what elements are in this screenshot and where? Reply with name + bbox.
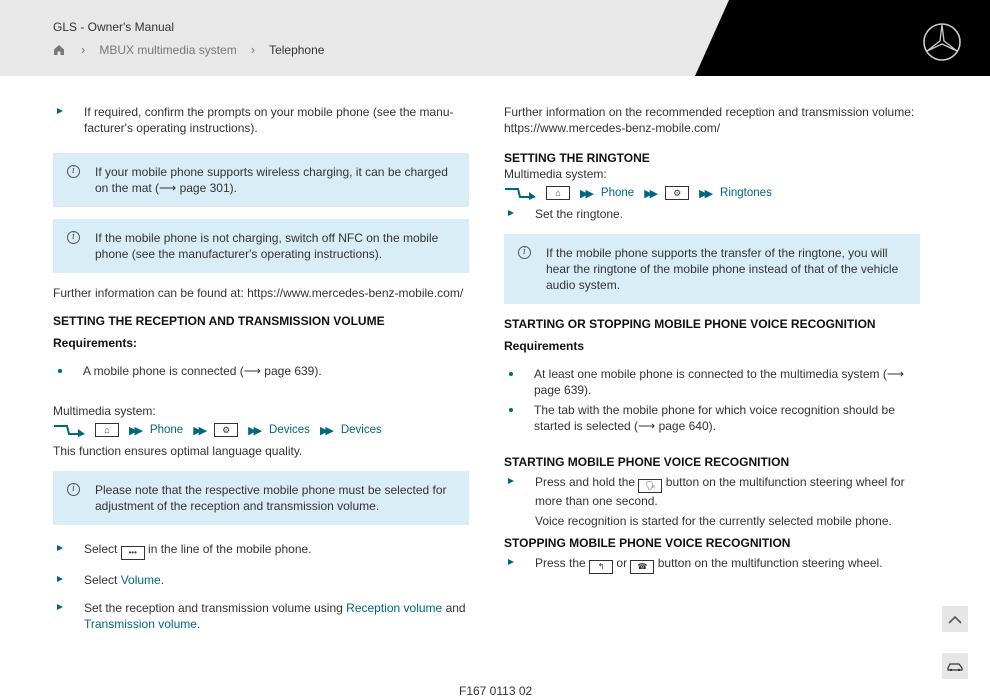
- double-chevron-icon: ▶▶: [644, 187, 656, 200]
- path-phone-link[interactable]: Phone: [149, 424, 184, 436]
- section-heading-ringtone: SETTING THE RINGTONE: [504, 151, 650, 165]
- double-chevron-icon: ▶▶: [699, 187, 711, 200]
- step-arrow-icon: [57, 545, 63, 551]
- path-start-arrow-icon: [53, 423, 87, 437]
- menu-path: [53, 421, 469, 439]
- home-button-icon[interactable]: ⌂: [95, 423, 119, 437]
- instruction-step: Press the ↰ or ☎ button on the multifunction steering wheel.: [504, 555, 920, 574]
- bullet-dot-icon: [509, 372, 513, 376]
- instruction-step: If required, confirm the prompts on your mobile phone (see the manu-facturer's operating instructions).: [53, 104, 469, 136]
- manual-title: GLS - Owner's Manual: [53, 20, 175, 34]
- path-phone-link[interactable]: Phone: [600, 187, 635, 199]
- step-arrow-icon: [508, 478, 514, 484]
- requirement-item: A mobile phone is connected (⟶ page 639).: [53, 363, 469, 379]
- mercedes-star-logo: [922, 22, 962, 62]
- double-chevron-icon: ▶▶: [193, 424, 205, 437]
- end-call-icon: ☎: [630, 560, 654, 574]
- info-note: i If the mobile phone is not charging, switch off NFC on the mobile phone (see the manufacturer's operating instructions).: [53, 219, 469, 273]
- path-start-arrow-icon: [504, 186, 538, 200]
- bullet-dot-icon: [58, 369, 62, 373]
- info-note: i If the mobile phone supports the transfer of the ringtone, you will hear the ringtone of the mobile phone instead of that of the vehicle audio system.: [504, 234, 920, 304]
- further-info-text: Further information on the recommended reception and transmission volume: https://www.mercedes-benz-mobile.com/: [504, 105, 915, 135]
- bullet-dot-icon: [509, 408, 513, 412]
- chevron-up-icon: [948, 615, 962, 624]
- transmission-volume-link[interactable]: Transmission volume: [84, 617, 197, 631]
- settings-gear-icon[interactable]: ⚙: [214, 423, 238, 437]
- multimedia-label: Multimedia system:: [53, 404, 156, 418]
- chevron-right-icon: ›: [81, 42, 86, 57]
- section-heading-stop: STOPPING MOBILE PHONE VOICE RECOGNITION: [504, 536, 791, 550]
- instruction-step: Select Volume.: [53, 572, 469, 588]
- instruction-step: Press and hold the 🗣 button on the multifunction steering wheel for more than one second.: [504, 474, 920, 509]
- right-column: [504, 104, 920, 586]
- step-arrow-icon: [508, 559, 514, 565]
- vehicle-icon: [947, 661, 963, 671]
- settings-gear-icon[interactable]: ⚙: [665, 186, 689, 200]
- double-chevron-icon: ▶▶: [580, 187, 591, 200]
- path-devices-link[interactable]: Devices: [269, 424, 310, 436]
- home-button-icon[interactable]: ⌂: [546, 186, 570, 200]
- requirements-label: Requirements: [504, 339, 585, 353]
- requirement-item: At least one mobile phone is connected to the multimedia system (⟶ page 639).: [504, 366, 920, 398]
- breadcrumb-item-mbux[interactable]: MBUX multimedia system: [99, 42, 237, 57]
- requirements-label: Requirements:: [53, 336, 138, 350]
- voice-button-icon: 🗣: [638, 479, 662, 493]
- home-icon[interactable]: [53, 44, 65, 56]
- double-chevron-icon: ▶▶: [129, 424, 140, 437]
- path-ringtones-link[interactable]: Ringtones: [720, 187, 772, 199]
- multimedia-label: Multimedia system:: [504, 167, 607, 181]
- section-heading-volume: SETTING THE RECEPTION AND TRANSMISSION VOLUME: [53, 314, 385, 328]
- function-description: This function ensures optimal language quality.: [53, 444, 303, 458]
- reception-volume-link[interactable]: Reception volume: [346, 601, 443, 615]
- info-note: i Please note that the respective mobile phone must be selected for adjustment of the reception and transmission volume.: [53, 471, 469, 525]
- step-arrow-icon: [57, 604, 63, 610]
- instruction-step: Set the reception and transmission volume using Reception volume and Transmission volume.: [53, 600, 469, 632]
- back-button-icon: ↰: [589, 560, 613, 574]
- path-devices-link[interactable]: Devices: [340, 424, 382, 436]
- info-icon: i: [518, 246, 531, 259]
- info-note: i If your mobile phone supports wireless charging, it can be charged on the mat (⟶ page 301).: [53, 153, 469, 207]
- section-heading-start: STARTING MOBILE PHONE VOICE RECOGNITION: [504, 455, 790, 469]
- left-column: [53, 104, 469, 644]
- breadcrumb: [53, 42, 324, 57]
- info-icon: i: [67, 483, 80, 496]
- double-chevron-icon: ▶▶: [319, 424, 331, 437]
- instruction-step: Select ••• in the line of the mobile phone.: [53, 541, 469, 560]
- page-info-button[interactable]: [942, 653, 968, 679]
- step-arrow-icon: [57, 108, 63, 114]
- volume-link[interactable]: Volume: [120, 573, 161, 587]
- further-info-text: Further information can be found at: https://www.mercedes-benz-mobile.com/: [53, 286, 464, 300]
- menu-path: [504, 184, 920, 202]
- more-options-icon[interactable]: •••: [121, 546, 145, 560]
- requirement-item: The tab with the mobile phone for which voice recognition should be started is selected (⟶ page 640).: [504, 402, 920, 434]
- section-heading-voice: STARTING OR STOPPING MOBILE PHONE VOICE RECOGNITION: [504, 317, 876, 331]
- double-chevron-icon: ▶▶: [248, 424, 260, 437]
- scroll-to-top-button[interactable]: [942, 606, 968, 632]
- info-icon: i: [67, 231, 80, 244]
- chevron-right-icon: ›: [250, 42, 256, 57]
- step-arrow-icon: [57, 576, 63, 582]
- image-reference-code: F167 0113 02: [459, 684, 533, 698]
- instruction-step: Set the ringtone.: [504, 206, 920, 222]
- step-arrow-icon: [508, 210, 514, 216]
- breadcrumb-item-telephone: Telephone: [269, 42, 325, 57]
- page-header: [0, 0, 990, 76]
- result-text: Voice recognition is started for the currently selected mobile phone.: [535, 514, 892, 528]
- info-icon: i: [67, 165, 80, 178]
